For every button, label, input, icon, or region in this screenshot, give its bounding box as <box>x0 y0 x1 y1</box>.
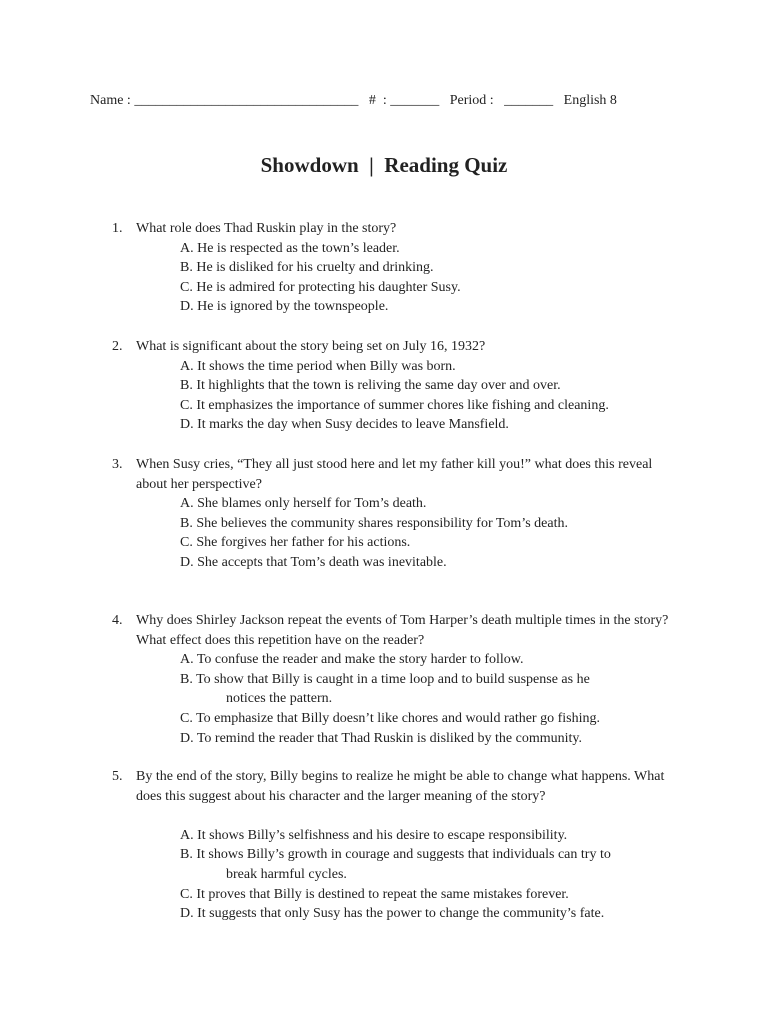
answer-option-d: D. She accepts that Tom’s death was inevitable. <box>180 554 447 570</box>
question-text: What is significant about the story being set on July 16, 1932? <box>136 339 486 354</box>
answer-option-a: A. She blames only herself for Tom’s death. <box>180 496 427 512</box>
question-number: 5. <box>112 769 123 784</box>
answer-option-d: D. It marks the day when Susy decides to leave Mansfield. <box>180 417 509 433</box>
answer-option-c: C. She forgives her father for his actions. <box>180 535 411 551</box>
answer-option-b: B. It highlights that the town is reliving the same day over and over. <box>180 378 561 394</box>
answer-options <box>180 494 680 572</box>
answer-option-a: A. To confuse the reader and make the story harder to follow. <box>180 652 524 668</box>
answer-option-c: C. It emphasizes the importance of summer chores like fishing and cleaning. <box>180 397 609 413</box>
answer-options <box>180 357 680 435</box>
answer-options <box>180 826 680 924</box>
answer-option-b: B. To show that Billy is caught in a time loop and to build suspense as he <box>180 671 590 687</box>
question-number: 4. <box>112 613 123 628</box>
answer-option-c: C. It proves that Billy is destined to repeat the same mistakes forever. <box>180 886 569 902</box>
answer-option-a: A. It shows Billy’s selfishness and his desire to escape responsibility. <box>180 827 568 843</box>
question-number: 2. <box>112 339 123 354</box>
answer-options <box>180 650 680 748</box>
question-text: What role does Thad Ruskin play in the story? <box>136 221 397 236</box>
question-text: When Susy cries, “They all just stood here and let my father kill you!” what does this reveal about her perspective? <box>136 457 653 492</box>
question-text: By the end of the story, Billy begins to realize he might be able to change what happens. What does this suggest about his character and the larger meaning of the story? <box>136 769 665 804</box>
answer-option-b: B. She believes the community shares responsibility for Tom’s death. <box>180 515 568 531</box>
answer-option-d: D. He is ignored by the townspeople. <box>180 299 389 315</box>
answer-option-a: A. It shows the time period when Billy was born. <box>180 358 456 374</box>
student-info-header: Name : ________________________________ # : _______ Period : _______ English 8 <box>90 93 617 108</box>
answer-option-b: B. It shows Billy’s growth in courage and suggests that individuals can try to <box>180 847 611 863</box>
answer-option-b-continued: break harmful cycles. <box>226 866 347 882</box>
answer-option-b-continued: notices the pattern. <box>226 691 333 707</box>
answer-options <box>180 239 680 317</box>
page-title: Showdown | Reading Quiz <box>260 153 508 177</box>
question-number: 3. <box>112 457 123 472</box>
answer-option-a: A. He is respected as the town’s leader. <box>180 240 400 256</box>
answer-option-c: C. To emphasize that Billy doesn’t like chores and would rather go fishing. <box>180 710 600 726</box>
answer-option-b: B. He is disliked for his cruelty and drinking. <box>180 260 434 276</box>
answer-option-d: D. To remind the reader that Thad Ruskin is disliked by the community. <box>180 730 582 746</box>
answer-option-d: D. It suggests that only Susy has the power to change the community’s fate. <box>180 906 605 922</box>
answer-option-c: C. He is admired for protecting his daughter Susy. <box>180 279 461 295</box>
question-text: Why does Shirley Jackson repeat the events of Tom Harper’s death multiple times in the story? What effect does this repetition have on the reader? <box>136 613 669 648</box>
question-number: 1. <box>112 221 123 236</box>
